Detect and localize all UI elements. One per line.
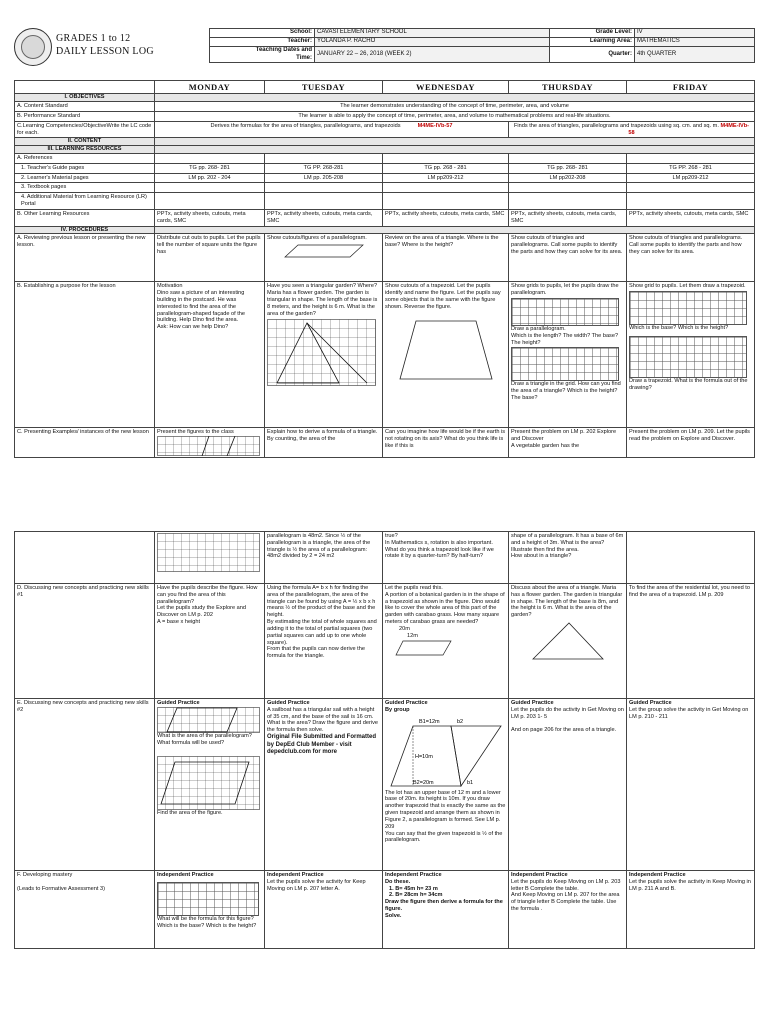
wed-draw: Draw the figure then derive a formula for the figure.	[385, 899, 503, 913]
deped-seal-logo	[14, 28, 52, 66]
mastery-mon	[155, 871, 265, 949]
lm-mon: LM pp. 202 - 204	[155, 173, 265, 183]
discuss1-mon: Have the pupils describe the figure. How can you find the area of this parallelogram? Let the pupils study the Explore and Discover on LM p. 202 A = base x height	[155, 584, 265, 699]
discuss2-tue	[265, 699, 383, 871]
discuss2-wed	[383, 699, 509, 871]
tg-tue: TG PP. 268-281	[265, 163, 383, 173]
dates-label	[210, 47, 315, 63]
other-tue: PPTx, activity sheets, cutouts, meta cards, SMC	[265, 209, 383, 226]
review-label: A. Reviewing previous lesson or presenting the new lesson.	[15, 234, 155, 282]
references-label: A. References	[15, 154, 155, 164]
competency-left	[155, 121, 509, 138]
thu-grid-1	[511, 298, 619, 326]
mastery-fri-text: Let the pupils solve the activity in Keep Moving in LM p. 211 A and B.	[629, 878, 751, 892]
teacher-value: YOLANDA P. RACHO	[315, 38, 550, 47]
present-tue: Explain how to derive a formula of a triangle. By counting, the area of the	[265, 428, 383, 458]
triangle-grid-figure	[267, 319, 379, 387]
competency-label: C.Learning Competencies/ObjectiveWrite the LC code for each.	[15, 121, 155, 138]
wed-solve: Solve.	[385, 912, 402, 919]
mastery-wed	[383, 871, 509, 949]
page-2	[14, 531, 754, 949]
header-info-table	[209, 28, 755, 63]
discuss2-thu	[509, 699, 627, 871]
purpose-wed-text: Show cutouts of a trapezoid. Let the pupils identify and name the figure. Let the pupils say some objects that is the same with the figure shown. Reverse the figure.	[385, 283, 501, 310]
guided-tue: Guided Practice	[267, 700, 310, 706]
purpose-wed	[383, 282, 509, 428]
additional-material-label: 4. Additional Material from Learning Resource (LR) Portal	[15, 193, 155, 210]
competency-left-text: Derives the formulas for the area of triangles, parallelograms, and trapezoids	[210, 122, 401, 129]
quarter-value: 4th QUARTER	[635, 47, 755, 63]
dates-label-2: Time:	[296, 54, 312, 61]
lm-label: 2. Learner's Material pages	[15, 173, 155, 183]
grade-label: Grade Level:	[550, 29, 635, 38]
wed-item-1: 1. B= 45m h= 23 m	[389, 885, 438, 892]
do-these: Do these.	[385, 878, 411, 885]
trapezoid-figure	[396, 313, 496, 383]
review-thu: Show cutouts of triangles and parallelograms. Call some pupils to identify the parts and how they can solve for its area.	[509, 234, 627, 282]
title-line-2: DAILY LESSON LOG	[56, 46, 154, 57]
other-mon: PPTx, activity sheets, cutouts, meta cards, SMC	[155, 209, 265, 226]
mastery-thu	[509, 871, 627, 949]
tg-wed: TG pp. 268 - 281	[383, 163, 509, 173]
lm-wed: LM pp209-212	[383, 173, 509, 183]
review-tue-text: Show cutouts/figures of a parallelogram.	[267, 235, 367, 242]
day-thursday: THURSDAY	[509, 81, 627, 94]
mon-mastery-grid	[157, 882, 259, 916]
thu-grid-2	[511, 347, 619, 381]
present-cont-tue: parallelogram is 48m2. Since ½ of the parallelogram is a triangle, the area of the triangle is ½ the area of a parallelogram: 48m2 divided by 2 = 24 m2	[265, 532, 383, 584]
performance-standard-label: B. Performance Standard	[15, 111, 155, 121]
day-header-row	[15, 81, 755, 94]
mastery-mon-text: What will be the formula for this figure? Which is the base? Which is the height?	[157, 915, 257, 929]
area-label: Learning Area:	[550, 38, 635, 47]
discuss1-wed-text: Let the pupils read this. A portion of a botanical garden is in the shape of a trapezoid as shown in the figure. Dino would like to cover the whole area of this part of the garden with carabao grass. How many square meters of carabao grass are needed?	[385, 585, 505, 626]
header	[14, 28, 754, 76]
lm-fri: LM pp209-212	[627, 173, 755, 183]
wed-measure-20: 20m	[399, 625, 410, 632]
mastery-thu-text: Let the pupils do Keep Moving on LM p. 203 letter B Complete the table. And Keep Moving on LM p. 207 for the area of triangle letter B Complete the table. Use the formula .	[511, 878, 621, 913]
present-mon	[155, 428, 265, 458]
by-group: By group	[385, 706, 410, 713]
day-wednesday: WEDNESDAY	[383, 81, 509, 94]
guided-mon: Guided Practice	[157, 700, 200, 706]
depedclub-stamp: Original File Submitted and Formatted by DepEd Club Member - visit depedclub.com for more	[267, 734, 377, 756]
dates-label-1: Teaching Dates and	[255, 47, 312, 54]
lm-thu: LM pp202-208	[509, 173, 627, 183]
teacher-label: Teacher:	[210, 38, 315, 47]
guided-thu: Guided Practice	[511, 700, 554, 706]
mastery-tue	[265, 871, 383, 949]
page-1	[14, 28, 754, 449]
discuss2-tue-text: A sailboat has a triangular sail with a height of 35 cm, and the base of the sail is 16 cm. What is the area? Draw the figure and derive the formula then solve.	[267, 706, 379, 734]
mon-parallelogram-grid	[157, 707, 261, 733]
wed-measure-12: 12m	[407, 632, 418, 639]
discuss1-fri: To find the area of the residential lot, you need to find the area of a trapezoid. LM p. 209	[627, 584, 755, 699]
purpose-fri-text-3: Draw a trapezoid. What is the formula out of the drawing?	[629, 377, 748, 391]
discuss2-mon-text: What is the area of the parallelogram? What formula will be used?	[157, 732, 252, 746]
discuss2-fri-text: Let the group solve the activity in Get Moving on LM p. 210 - 211	[629, 706, 749, 720]
competency-right-text: Finds the area of triangles, parallelograms and trapezoids using sq. cm. and sq. m.	[513, 122, 719, 129]
other-fri: PPTx, activity sheets, cutouts, meta cards, SMC	[627, 209, 755, 226]
discuss2-label: E. Discussing new concepts and practicing new skills #2	[15, 699, 155, 871]
dates-value: JANUARY 22 – 26, 2018 (WEEK 2)	[315, 47, 550, 63]
purpose-thu-text-2: Draw a parallelogram. Which is the length? The width? The base? The height?	[511, 325, 619, 346]
mastery-label	[15, 871, 155, 949]
day-friday: FRIDAY	[627, 81, 755, 94]
label-b1: B1=12m	[419, 718, 440, 725]
present-fri: Present the problem on LM p. 209. Let the pupils read the problem on Explore and Discover.	[627, 428, 755, 458]
review-mon: Distribute cut outs to pupils. Let the pupils tell the number of square units the figure has	[155, 234, 265, 282]
present-cont-wed: true? In Mathematics s, rotation is also important. What do you think a trapezoid look like if we rotate it by a quarter-turn? By half-turn?	[383, 532, 509, 584]
tg-thu: TG pp. 268- 281	[509, 163, 627, 173]
present-wed: Can you imagine how life would be if the earth is not rotating on its axis? What do you think life is like if this is	[383, 428, 509, 458]
title-line-1: GRADES 1 to 12	[56, 33, 131, 44]
present-cont-thu: shape of a parallelogram. It has a base of 6m and a height of 3m. What is the area? Illustrate then find the area. How about in a triangle?	[509, 532, 627, 584]
discuss1-thu	[509, 584, 627, 699]
present-cont-mon-grid	[157, 533, 261, 573]
purpose-label: B. Establishing a purpose for the lesson	[15, 282, 155, 428]
review-tue	[265, 234, 383, 282]
indep-tue: Independent Practice	[267, 872, 324, 878]
present-mon-text: Present the figures to the class	[157, 429, 234, 436]
label-b2: b2	[457, 718, 464, 725]
tg-fri: TG PP. 268 - 281	[627, 163, 755, 173]
discuss1-label: D. Discussing new concepts and practicing new skills #1	[15, 584, 155, 699]
school-label: School:	[210, 29, 315, 38]
review-fri: Show cutouts of triangles and parallelograms. Call some pupils to identify the parts and how they can solve for its area.	[627, 234, 755, 282]
tg-mon: TG pp. 268- 281	[155, 163, 265, 173]
school-value: CAVASI ELEMENTARY SCHOOL	[315, 29, 550, 38]
mastery-label-2: (Leads to Formative Assessment 3)	[17, 885, 105, 892]
purpose-tue	[265, 282, 383, 428]
mon-figure-grid	[157, 756, 261, 810]
quarter-label: Quarter:	[550, 47, 635, 63]
lesson-table-2	[14, 531, 755, 949]
guided-wed: Guided Practice	[385, 700, 428, 706]
purpose-thu-text-3: Draw a triangle in the grid. How can you find the area of a triangle? Which is the height? The base?	[511, 381, 621, 402]
discuss2-mon-text-2: Find the area of the figure.	[157, 810, 223, 817]
performance-standard-text: The learner is able to apply the concept of time, perimeter, area, and volume to mathematical problems and real-life situations.	[155, 111, 755, 121]
day-monday: MONDAY	[155, 81, 265, 94]
indep-wed: Independent Practice	[385, 872, 442, 878]
mastery-tue-text: Let the pupils solve the activity for Keep Moving on LM p. 207 letter A.	[267, 878, 366, 892]
present-thu: Present the problem on LM p. 202 Explore and Discover A vegetable garden has the	[509, 428, 627, 458]
competency-left-code: M4ME-IVb-57	[417, 122, 453, 129]
parallelogram-figure	[284, 244, 364, 258]
discuss2-wed-text: The lot has an upper base of 12 m and a lower base of 20m. its height is 10m. If you draw another trapezoid that is exactly the same as the given trapezoid and arrange them as shown in Figure 2, a parallelogram is formed. See LM p. 209 You can say that the given trapezoid is ½ of the parallelogram.	[385, 789, 506, 844]
discuss2-mon	[155, 699, 265, 871]
purpose-thu-text-1: Show grids to pupils, let the pupils draw the parallelogram.	[511, 283, 619, 297]
purpose-thu	[509, 282, 627, 428]
other-wed: PPTx, activity sheets, cutouts, meta cards, SMC	[383, 209, 509, 226]
section-procedures: IV. PROCEDURES	[15, 226, 155, 234]
other-resources-label: B. Other Learning Resources	[15, 209, 155, 226]
wed-trapezoid-small	[395, 640, 455, 656]
purpose-fri	[627, 282, 755, 428]
lesson-table-1	[14, 80, 755, 458]
day-tuesday: TUESDAY	[265, 81, 383, 94]
mastery-fri	[627, 871, 755, 949]
content-standard-text: The learner demonstrates understanding of the concept of time, perimeter, area, and volume	[155, 102, 755, 112]
discuss2-fri	[627, 699, 755, 871]
lm-tue: LM pp. 205-208	[265, 173, 383, 183]
grade-value: IV	[635, 29, 755, 38]
tg-label: 1. Teacher's Guide pages	[15, 163, 155, 173]
fri-grid-1	[629, 291, 747, 325]
section-content: II. CONTENT	[15, 138, 155, 146]
content-standard-label: A. Content Standard	[15, 102, 155, 112]
discuss1-wed	[383, 584, 509, 699]
wed-trapezoid-pair	[385, 714, 507, 790]
log-title	[56, 32, 154, 58]
discuss1-tue: Using the formula A= b x h for finding the area of the parallelogram, the area of the triangle can be found by using A = ½ x b x h means ½ of the product of the base and the height. By estimating the total of whole squares and adding it to the total of partial squares (two partial squares can add up to one whole square). From that the pupils can now derive the formula for the triangle.	[265, 584, 383, 699]
present-cont-mon	[155, 532, 265, 584]
thu-triangle-figure	[531, 621, 605, 661]
indep-fri: Independent Practice	[629, 872, 686, 878]
area-value: MATHEMATICS	[635, 38, 755, 47]
section-objectives: I. OBJECTIVES	[15, 94, 155, 102]
mastery-label-1: F. Developing mastery	[17, 872, 73, 878]
other-thu: PPTx, activity sheets, cutouts, meta cards, SMC	[509, 209, 627, 226]
indep-thu: Independent Practice	[511, 872, 568, 878]
competency-right	[509, 121, 755, 138]
present-mon-grid	[157, 436, 261, 456]
discuss2-thu-text: Let the pupils do the activity in Get Moving on LM p. 203 1- 5 And on page 206 for the area of a triangle.	[511, 706, 624, 734]
purpose-mon: Motivation Dino saw a picture of an interesting building in the postcard. He was interested to find the area of the parallelogram-shaped façade of the building. Help Dino find the area. Ask: How can we help Dino?	[155, 282, 265, 428]
textbook-label: 3. Textbook pages	[15, 183, 155, 193]
purpose-fri-text-1: Show grid to pupils. Let them draw a trapezoid.	[629, 283, 746, 290]
wed-item-2: 2. B= 28cm h= 34cm	[389, 892, 443, 899]
guided-fri: Guided Practice	[629, 700, 672, 706]
label-h: H=10m	[415, 753, 433, 760]
indep-mon: Independent Practice	[157, 872, 214, 878]
purpose-tue-text: Have you seen a triangular garden? Where? Maria has a flower garden. The garden is triangular in shape. The length of the base is 8 meters, and the height is 6 m. What is the area of the garden?	[267, 283, 378, 317]
competency-right-code: M4ME-IVb-58	[628, 122, 750, 136]
label-b1-base: b1	[467, 779, 474, 786]
purpose-fri-text-2: Which is the base? Which is the height?	[629, 325, 729, 332]
discuss1-thu-text: Discuss about the area of a triangle. Maria has a flower garden. The garden is triangular in shape. The length of the base is 8m, and the height is 6 m. What is the area of the garden?	[511, 585, 623, 619]
fri-grid-2	[629, 336, 747, 378]
section-resources: III. LEARNING RESOURCES	[15, 146, 155, 154]
review-wed: Review on the area of a triangle. Where is the base? Where is the height?	[383, 234, 509, 282]
present-label: C. Presenting Examples/ instances of the new lesson	[15, 428, 155, 458]
label-b2-base: B2=20m	[413, 779, 434, 786]
